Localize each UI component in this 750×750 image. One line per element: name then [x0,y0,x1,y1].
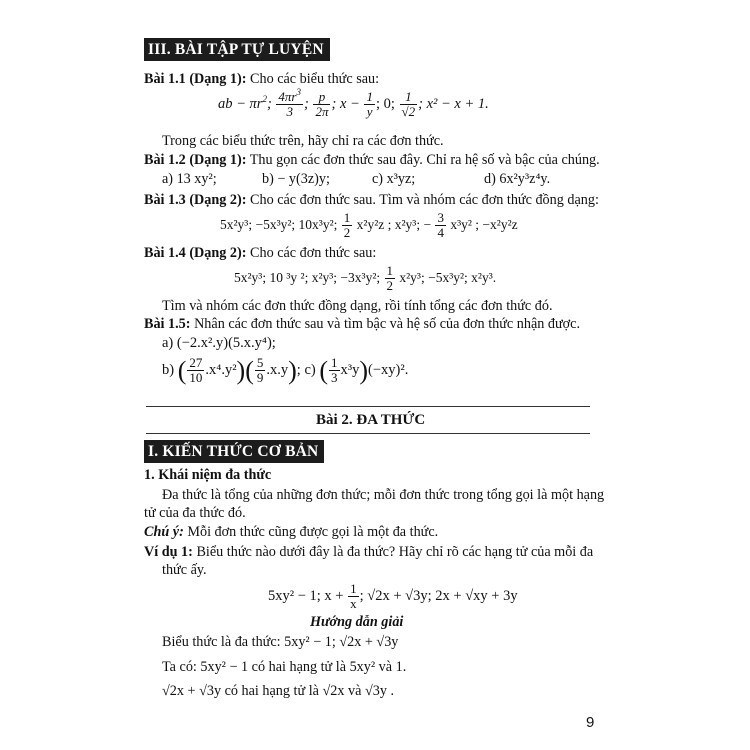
answer-line3: √2x + √3y có hai hạng tử là √2x và √3y . [162,683,395,699]
section-banner-exercises: III. BÀI TẬP TỰ LUYỆN [144,38,330,61]
exercise-label: Bài 1.2 (Dạng 1): [144,152,247,168]
denominator: y [366,104,373,120]
section-banner-basics: I. KIẾN THỨC CƠ BẢN [144,440,324,463]
denominator: 3 [286,104,293,120]
expr-part: x³y [340,362,360,379]
exercise-1-4-note: Tìm và nhóm các đơn thức đồng dạng, rồi tính tổng các đơn thức đó. [162,298,553,314]
exercise-1-1-expressions: ab − $\pi r^2$; $\frac{4\pi r^3}{3}$ ; $\frac{p}{2\pi}$ ; x − $\frac{1}{y}$ ; 0; $\frac{1}{√2}$ ; x² − x + 1. [218,87,489,120]
fraction [342,211,353,241]
numerator: 5 [256,355,264,370]
expr-part: 5xy² − 1; x + [268,588,344,605]
divider-bottom [146,433,590,434]
numerator: 1 [400,90,418,105]
exercise-label: Bài 1.1 (Dạng 1): [144,71,247,87]
fraction: $\frac{4\pi r^3}{3}$ [278,87,301,120]
expr-part: x²y³; −5x³y²; x²y³. [399,269,497,285]
fraction [255,356,266,386]
denominator: 10 [189,370,203,386]
fraction [187,356,204,386]
denominator: 9 [256,370,264,386]
exercise-1-4-expressions [234,264,496,294]
numerator: 1 [350,581,357,596]
expr-part: x²y²z ; x²y³; − [356,216,432,232]
fraction [329,356,340,386]
concept-paragraph-line1: Đa thức là tổng của những đơn thức; mỗi đơn thức trong tổng gọi là một hạng [162,487,605,503]
expr-part: .x.y [266,362,289,379]
expr-part: 5x²y³; 10 ³y ²; x²y³; −3x³y²; [234,269,381,285]
denominator: √2 [401,104,416,120]
exercise-label: Bài 1.4 (Dạng 2): [144,245,247,261]
solution-guide-heading: Hướng dẫn giải [310,614,404,630]
divider-top [146,406,590,407]
expr-part: ; 0; [375,96,395,113]
expr-part: .x⁴.y² [205,362,237,379]
numerator: 1 [366,89,373,104]
exercise-1-1-prompt [144,71,379,88]
exercise-1-5-prompt [144,316,580,333]
exercise-text: Nhân các đơn thức sau và tìm bậc và hệ số của đơn thức nhận được. [190,316,581,332]
expr-part: ; √2x + √3y; 2x + √xy + 3y [359,588,518,605]
lesson-title: Bài 2. ĐA THỨC [316,412,426,428]
expr-part: x − [339,96,360,113]
exercise-label: Bài 1.5: [144,316,191,332]
example-1-prompt [144,544,593,561]
denominator: 4 [437,225,444,241]
exercise-1-5-a: a) (−2.x².y)(5.x.y⁴); [162,335,276,351]
answer-line1: Biểu thức là đa thức: 5xy² − 1; √2x + √3y [162,634,399,650]
fraction [435,211,446,241]
numerator: 3 [437,210,444,225]
fraction [313,90,330,120]
expr-part: ; c) [296,362,316,379]
example-1-prompt-line2: thức ấy. [162,562,207,578]
concept-note [144,524,438,541]
exercise-text: Cho các đơn thức sau: [246,245,377,261]
answer-line2: Ta có: 5xy² − 1 có hai hạng tử là 5xy² và 1. [162,659,407,675]
denominator: 3 [331,370,338,386]
expr-part: x³y² ; −x²y²z [450,216,518,232]
concept-heading: 1. Khái niệm đa thức [144,467,272,483]
exercise-1-2-prompt [144,152,600,169]
expr-part: x² − x + 1. [426,96,489,113]
numerator: 4πr [278,89,297,104]
numerator: 1 [331,355,338,370]
exercise-1-3-expressions [220,211,518,241]
fraction [385,264,396,294]
exercise-label: Bài 1.3 (Dạng 2): [144,192,247,208]
fraction [348,582,359,612]
expr-part: 5x²y³; −5x³y²; 10x³y²; [220,216,338,232]
note-label: Chú ý: [144,524,184,540]
concept-paragraph-line2: tử của đa thức đó. [144,505,246,521]
expr-part: b) [162,362,175,379]
exercise-1-5-b-c: b) ( $\frac{27}{10}$ .x⁴.y²)( $\frac{5}{9}$ .x.y); c) ( $\frac{1}{3}$ x³y)(−xy)². [162,355,409,386]
exercise-1-4-prompt [144,245,376,262]
expr-part: (−xy)². [368,362,409,379]
exercise-1-1-note: Trong các biểu thức trên, hãy chỉ ra các đơn thức. [162,133,444,149]
expr-part: ab − πr [218,96,263,113]
exercise-1-2-a: a) 13 xy²; [162,171,217,187]
denominator: 2π [315,104,329,120]
numerator: 27 [189,355,203,370]
denominator: x [350,596,357,612]
numerator: 1 [386,263,393,278]
exercise-1-2-b: b) − y(3z)y; [262,171,330,187]
numerator: p [313,90,330,105]
example-text: Biểu thức nào dưới đây là đa thức? Hãy chỉ rõ các hạng tử của mỗi đa [192,544,594,560]
fraction [364,90,375,120]
numerator: 1 [343,210,351,225]
denominator: 2 [386,278,393,294]
page-number: 9 [586,714,595,731]
denominator: 2 [343,225,351,241]
exercise-1-2-d: d) 6x²y³z⁴y. [484,171,551,187]
note-text: Mỗi đơn thức cũng được gọi là một đa thức. [183,524,439,540]
example-label: Ví dụ 1: [144,544,193,560]
exercise-text: Cho các biểu thức sau: [246,71,380,87]
exercise-text: Cho các đơn thức sau. Tìm và nhóm các đơn thức đồng dạng: [246,192,599,208]
fraction [400,90,418,120]
exercise-text: Thu gọn các đơn thức sau đây. Chỉ ra hệ số và bậc của chúng. [246,152,600,168]
exercise-1-2-c: c) x³yz; [372,171,416,187]
exercise-1-3-prompt [144,192,599,209]
example-1-expressions [268,582,518,612]
